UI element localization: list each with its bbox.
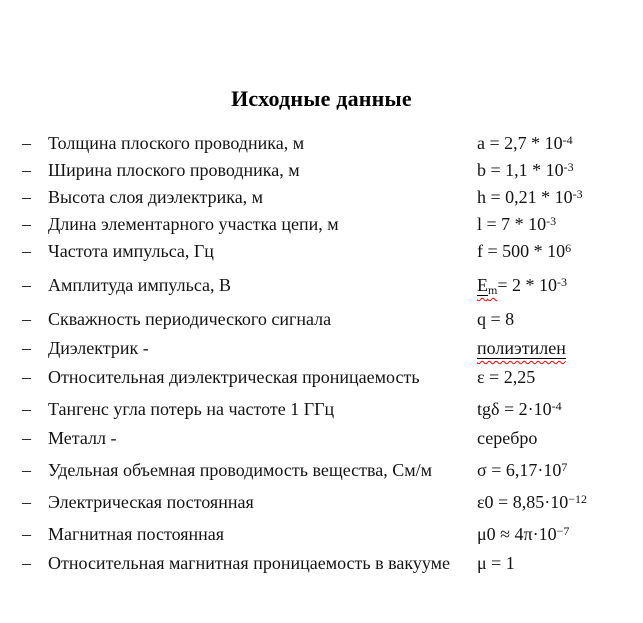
item-label: Длина элементарного участка цепи, м bbox=[48, 214, 339, 234]
data-list bbox=[22, 128, 621, 578]
data-row bbox=[22, 424, 621, 453]
item-label: Относительная диэлектрическая проницаемость bbox=[48, 367, 420, 387]
data-row bbox=[22, 485, 621, 517]
data-row bbox=[22, 305, 621, 334]
value-segment: f = 500 * 10 bbox=[477, 241, 566, 261]
dash-bullet: – bbox=[22, 241, 31, 261]
document-page bbox=[0, 86, 643, 578]
dash-bullet: – bbox=[22, 187, 31, 207]
value-segment: b = 1,1 * 10 bbox=[477, 160, 564, 180]
item-value bbox=[477, 363, 621, 392]
item-label: Высота слоя диэлектрика, м bbox=[48, 187, 264, 207]
item-label: Скважность периодического сигнала bbox=[48, 309, 332, 329]
value-segment: tgδ = 2·10 bbox=[477, 399, 552, 419]
item-value bbox=[477, 453, 621, 485]
page-title: Исходные данные bbox=[231, 86, 412, 111]
dash-bullet: – bbox=[22, 275, 31, 295]
value-segment: серебро bbox=[477, 428, 538, 448]
dash-bullet: – bbox=[22, 460, 31, 480]
data-row bbox=[22, 155, 621, 182]
data-row bbox=[22, 549, 621, 578]
value-segment: −7 bbox=[556, 524, 570, 538]
dash-bullet: – bbox=[22, 399, 31, 419]
item-label: Диэлектрик - bbox=[48, 338, 149, 358]
item-value bbox=[477, 424, 621, 453]
dash-bullet: – bbox=[22, 214, 31, 234]
item-value bbox=[477, 209, 621, 236]
item-label: Тангенс угла потерь на частоте 1 ГГц bbox=[48, 399, 335, 419]
data-row bbox=[22, 392, 621, 424]
value-segment: σ = 6,17·10 bbox=[477, 460, 562, 480]
item-label: Толщина плоского проводника, м bbox=[48, 133, 305, 153]
value-segment: 7 bbox=[561, 460, 568, 474]
dash-bullet: – bbox=[22, 133, 31, 153]
item-value bbox=[477, 334, 621, 363]
value-segment: полиэтилен bbox=[477, 338, 566, 358]
dash-bullet: – bbox=[22, 338, 31, 358]
data-row bbox=[22, 182, 621, 209]
value-segment: -3 bbox=[572, 187, 583, 201]
item-label: Ширина плоского проводника, м bbox=[48, 160, 300, 180]
dash-bullet: – bbox=[22, 160, 31, 180]
data-row bbox=[22, 268, 621, 305]
data-row bbox=[22, 209, 621, 236]
item-value bbox=[477, 155, 621, 182]
item-value bbox=[477, 392, 621, 424]
value-segment: ε0 = 8,85·10 bbox=[477, 492, 569, 512]
data-row bbox=[22, 334, 621, 363]
value-segment: -4 bbox=[562, 133, 573, 147]
item-value bbox=[477, 236, 621, 263]
value-segment: -3 bbox=[546, 214, 557, 228]
value-segment: E bbox=[477, 275, 488, 295]
value-segment: ε = 2,25 bbox=[477, 367, 536, 387]
item-value bbox=[477, 305, 621, 334]
dash-bullet: – bbox=[22, 524, 31, 544]
dash-bullet: – bbox=[22, 428, 31, 448]
value-segment: = 2 * 10 bbox=[497, 275, 557, 295]
item-label: Амплитуда импульса, В bbox=[48, 275, 232, 295]
item-label: Частота импульса, Гц bbox=[48, 241, 214, 261]
item-label: Магнитная постоянная bbox=[48, 524, 225, 544]
data-row bbox=[22, 128, 621, 155]
item-value bbox=[477, 549, 621, 578]
item-value bbox=[477, 485, 621, 517]
item-value bbox=[477, 182, 621, 209]
value-segment: h = 0,21 * 10 bbox=[477, 187, 573, 207]
data-row bbox=[22, 236, 621, 263]
item-value bbox=[477, 128, 621, 155]
data-row bbox=[22, 453, 621, 485]
item-label: Электрическая постоянная bbox=[48, 492, 254, 512]
value-segment: μ0 ≈ 4π·10 bbox=[477, 524, 557, 544]
dash-bullet: – bbox=[22, 309, 31, 329]
value-segment: 6 bbox=[565, 241, 572, 255]
value-segment: m bbox=[488, 283, 498, 297]
value-segment: -3 bbox=[563, 160, 574, 174]
item-label: Относительная магнитная проницаемость в вакууме bbox=[48, 553, 450, 573]
value-segment: -4 bbox=[551, 399, 562, 413]
data-row bbox=[22, 517, 621, 549]
item-value bbox=[477, 517, 621, 549]
item-label: Удельная объемная проводимость вещества, См/м bbox=[48, 460, 433, 480]
item-label: Металл - bbox=[48, 428, 117, 448]
value-segment: l = 7 * 10 bbox=[477, 214, 547, 234]
value-segment: q = 8 bbox=[477, 309, 515, 329]
value-segment: -3 bbox=[557, 275, 567, 289]
dash-bullet: – bbox=[22, 553, 31, 573]
data-row bbox=[22, 363, 621, 392]
value-segment: μ = 1 bbox=[477, 553, 515, 573]
value-segment: −12 bbox=[568, 492, 587, 506]
dash-bullet: – bbox=[22, 367, 31, 387]
value-segment: a = 2,7 * 10 bbox=[477, 133, 563, 153]
dash-bullet: – bbox=[22, 492, 31, 512]
item-value bbox=[477, 268, 621, 305]
